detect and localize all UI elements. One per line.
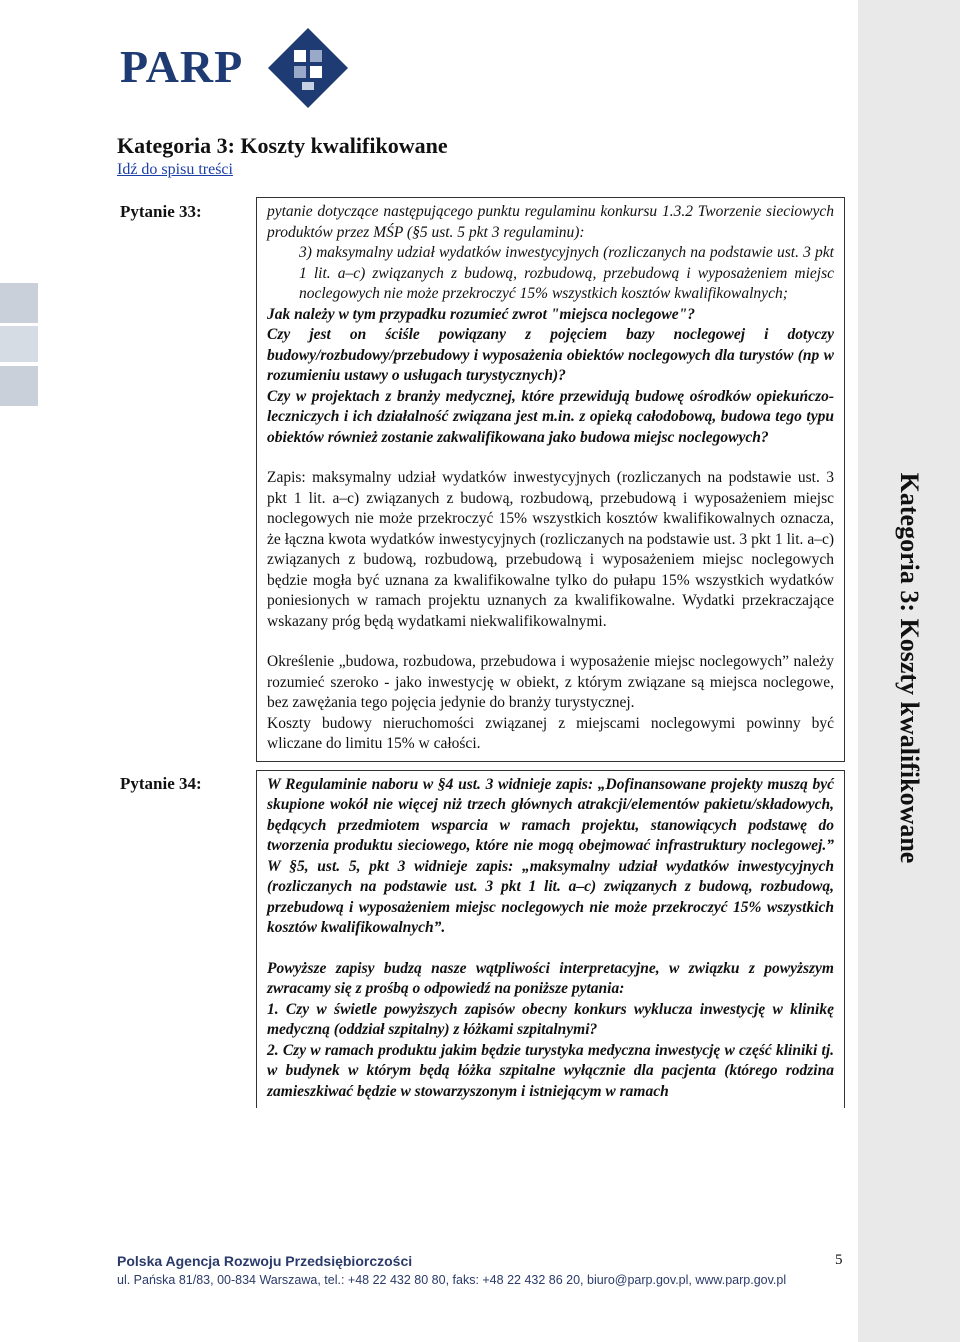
decor-block-2: [0, 326, 38, 362]
q33-intro: pytanie dotyczące następującego punktu regulaminu konkursu 1.3.2 Tworzenie sieciowych produktów przez MŚP (§5 ust. 5 pkt 3 regulaminu):: [267, 203, 834, 241]
q34-paragraph-1: W Regulaminie naboru w §4 ust. 3 widnieje zapis: „Dofinansowane projekty muszą być skupione wokół nie więcej niż trzech głównych atrakcji/elementów pakietu/składowych, będących przedmiotem wsparcia w ramach projektu, stanowiących podstawę do tworzenia produktu sieciowego, które nie mogą obejmować infrastruktury noclegowej.” W §5, ust. 5, pkt 3 widnieje zapis: „maksymalny udział wydatków inwestycyjnych (rozliczanych na podstawie ust. 3 pkt 1 lit. a–c) związanych z budową, rozbudową, przebudową i wyposażeniem miejsc noclegowych nie może przekroczyć 15% wszystkich kosztów kwalifikowalnych”.: [267, 775, 834, 936]
row-spacer: [111, 761, 845, 770]
section-title: Kategoria 3: Koszty kwalifikowane: [117, 133, 448, 158]
q33-answer-1: Zapis: maksymalny udział wydatków inwestycyjnych (rozliczanych na podstawie ust. 3 pkt 1 lit. a–c) związanych z budową, rozbudową, przebudową i wyposażeniem miejsc noclegowych nie może przekroczyć 15% wszystkich kosztów kwalifikowalnych oznacza, że łączna kwota wydatków inwestycyjnych (rozliczanych na podstawie ust. 3 pkt 1 lit. a–c) związanych z budową, rozbudową, przebudową i wyposażeniem miejsc noclegowych będzie mogła być uznana za kwalifikowalne tylko do pułapu 15% wszystkich wydatków poniesionych w ramach projektu uznanych za kwalifikowalne. Wydatki przekraczające wskazany próg będą wydatkami niekwalifikowalnymi.: [267, 469, 834, 630]
footer-org: Polska Agencja Rozwoju Przedsiębiorczości: [117, 1253, 413, 1269]
question-cell-33: [257, 198, 845, 762]
q33-question-3: Czy w projektach z branży medycznej, które przewidują budowę ośrodków opiekuńczo-leczniczych i ich działalność związana jest m.in. z opieką całodobową, budowa tego typu obiektów również zostanie zakwalifikowana jako budowa miejsc noclegowych?: [267, 387, 834, 446]
question-label-34: Pytanie 34:: [120, 774, 202, 793]
q34-paragraph-2: Powyższe zapisy budzą nasze wątpliwości interpretacyjne, w związku z powyższym zwracamy się z prośbą o odpowiedź na poniższe pytania:: [267, 959, 834, 997]
questions-table: [111, 197, 845, 1108]
side-category-label: Kategoria 3: Koszty kwalifikowane: [895, 472, 924, 864]
footer-address: ul. Pańska 81/83, 00-834 Warszawa, tel.: +48 22 432 80 80, faks: +48 22 432 86 20, biuro@parp.gov.pl, www.parp.gov.pl: [117, 1273, 787, 1287]
q33-question-2: Czy jest on ściśle powiązany z pojęciem bazy noclegowej i dotyczy budowy/rozbudowy/przebudowy i wyposażenia obiektów noclegowych dla turystów (np w rozumieniu ustawy o usługach turystycznych)?: [267, 326, 834, 384]
question-label-33: Pytanie 33:: [120, 201, 202, 221]
logo-mark-icon: [268, 28, 348, 108]
spacer: [267, 939, 834, 959]
q33-answer-2: Określenie „budowa, rozbudowa, przebudowa i wyposażenie miejsc noclegowych” należy rozumieć szeroko - jako inwestycję w obiekt, z którym związane są miejsca noclegowe, bez zawężania tego pojęcia jedynie do branży turystycznej.: [267, 653, 834, 711]
question-cell-34: [257, 770, 845, 1108]
question-row-34: [111, 770, 845, 1108]
q34-paragraph-3: 1. Czy w świetle powyższych zapisów obecny konkurs wyklucza inwestycję w klinikę medyczną (oddział szpitalny) z łóżkami szpitalnymi?: [267, 1000, 834, 1038]
q34-paragraph-4: 2. Czy w ramach produktu jakim będzie turystyka medyczna inwestycję w część kliniki tj. w budynek w którym będą łóżka szpitalne wyłącznie dla pacjenta (którego rodzina zamieszkiwać będzie w stowarzyszonym i istniejącym w ramach: [267, 1041, 834, 1100]
question-row-33: [111, 198, 845, 762]
q33-answer-3: Koszty budowy nieruchomości związanej z miejscami noclegowymi powinny być wliczane do limitu 15% w całości.: [267, 714, 834, 752]
logo-text: PARP: [120, 41, 244, 92]
toc-link[interactable]: Idź do spisu treści: [117, 161, 233, 178]
q33-quote: 3) maksymalny udział wydatków inwestycyjnych (rozliczanych na podstawie ust. 3 pkt 1 lit. a–c) związanych z budową, rozbudową, przebudową i wyposażeniem miejsc noclegowych nie może przekroczyć 15% wszystkich kosztów kwalifikowalnych;: [299, 244, 834, 302]
spacer: [267, 632, 834, 652]
spacer: [267, 448, 834, 468]
page-number: 5: [835, 1252, 843, 1268]
decor-block-3: [0, 366, 38, 406]
decor-block-1: [0, 283, 38, 323]
q33-question-1: Jak należy w tym przypadku rozumieć zwrot "miejsca noclegowe"?: [267, 305, 695, 323]
